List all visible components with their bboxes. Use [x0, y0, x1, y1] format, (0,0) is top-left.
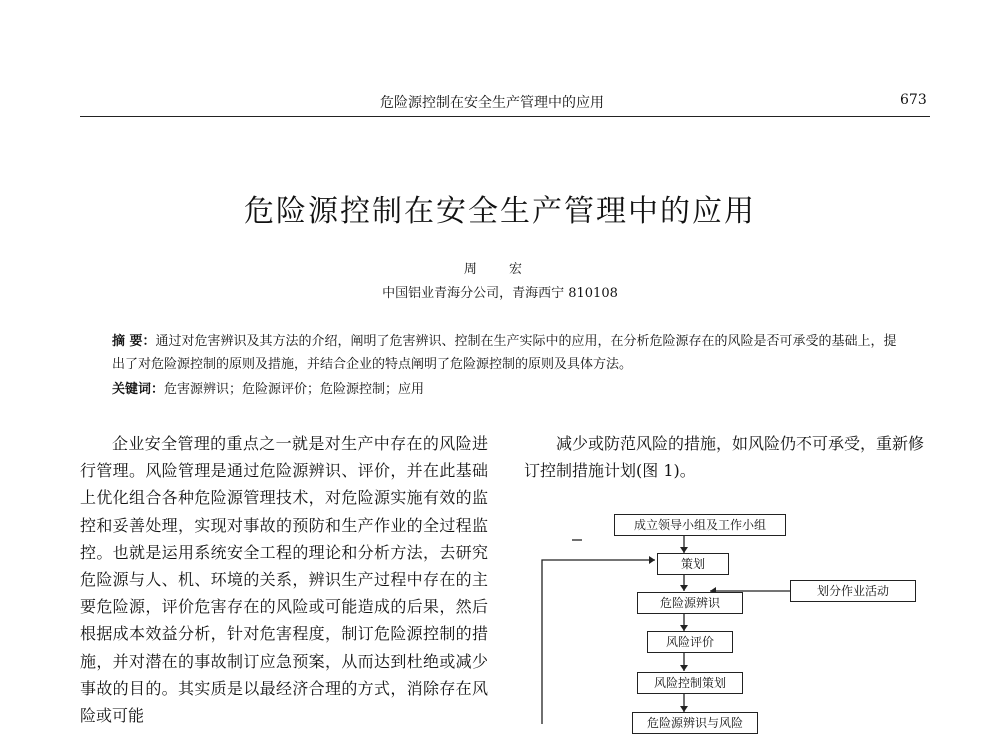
feedback-loop	[542, 560, 655, 724]
author-name: 周 宏	[463, 262, 537, 277]
article-title: 危险源控制在安全生产管理中的应用	[244, 194, 756, 229]
flow-box-hazard-risk-review: 危险源辨识与风险	[632, 712, 758, 734]
keywords-label: 关键词：	[112, 382, 165, 397]
abstract-text: 通过对危害辨识及其方法的介绍，阐明了危害辨识、控制在生产实际中的应用，在分析危险源存在的风险是否可承受的基础上，提出了对危险源控制的原则及措施，并结合企业的特点阐明了危险源控制的原则及具体方法。	[112, 334, 897, 372]
flow-box-leadership-group: 成立领导小组及工作小组	[614, 514, 786, 536]
running-header-title: 危险源控制在安全生产管理中的应用	[380, 95, 604, 111]
flow-box-risk-assessment: 风险评价	[647, 631, 733, 653]
abstract-label: 摘 要：	[112, 334, 156, 349]
flow-box-divide-activities: 划分作业活动	[790, 580, 916, 602]
keywords-text: 危害源辨识；危险源评价；危险源控制；应用	[164, 382, 425, 397]
body-left-column: 企业安全管理的重点之一就是对生产中存在的风险进行管理。风险管理是通过危险源辨识、评价，并在此基础上优化组合各种危险源管理技术，对危险源实施有效的监控和妥善处理，实现对事故的预防和生产作业的全过程监控。也就是运用系统安全工程的理论和分析方法，去研究危险源与人、机、环境的关系，辨识生产过程中存在的主要危险源，评价危害存在的风险或可能造成的后果，然后根据成本效益分析，针对危害程度，制订危险源控制的措施，并对潜在的事故制订应急预案，从而达到杜绝或减少事故的目的。其实质是以最经济合理的方式，消除存在风险或可能	[80, 434, 488, 726]
page-number: 673	[900, 92, 927, 108]
flow-box-planning: 策划	[657, 553, 729, 575]
author-affiliation: 中国铝业青海分公司，青海西宁 810108	[382, 286, 618, 301]
body-right-column: 减少或防范风险的措施，如风险仍不可承受，重新修订控制措施计划(图 1)。	[524, 434, 925, 481]
flow-box-risk-control-planning: 风险控制策划	[637, 672, 743, 694]
flow-box-hazard-identification: 危险源辨识	[637, 592, 743, 614]
